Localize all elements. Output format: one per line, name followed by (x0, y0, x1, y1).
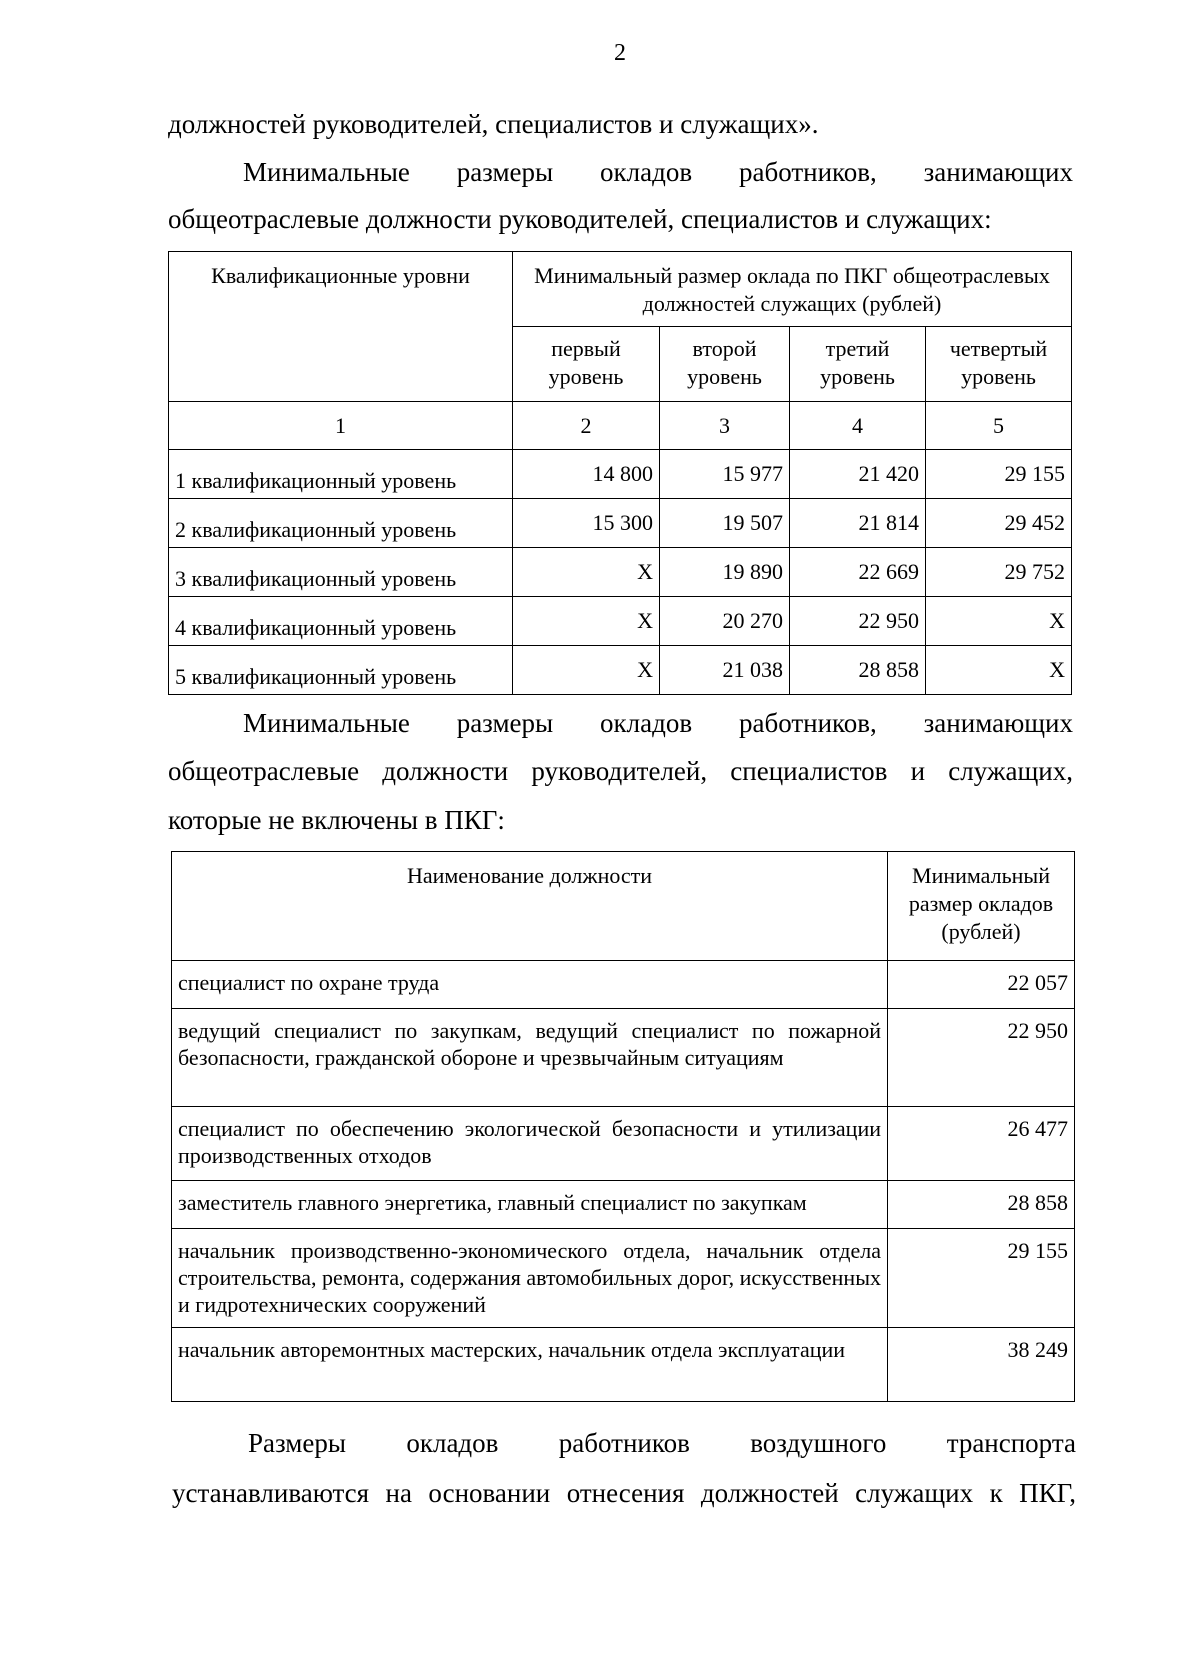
header-qualification-levels: Квалификационные уровни (169, 252, 513, 402)
table-cell: 21 038 (660, 646, 790, 695)
word: устанавливаются (172, 1478, 370, 1508)
word: отнесения (566, 1478, 685, 1508)
table-cell: X (926, 597, 1072, 646)
table-cell: 28 858 (790, 646, 926, 695)
position-name: ведущий специалист по закупкам, ведущий специалист по пожарной безопасности, гражданской обороне и чрезвычайным ситуациям (172, 1009, 888, 1107)
word: работников, (738, 708, 877, 738)
salary-value: 26 477 (888, 1107, 1075, 1181)
table-cell: X (513, 597, 660, 646)
table-cell: 29 452 (926, 499, 1072, 548)
word: Минимальные (243, 708, 410, 738)
header-position-name: Наименование должности (172, 852, 888, 961)
table-cell: 15 300 (513, 499, 660, 548)
paragraph-3-line-2 (172, 1470, 1076, 1516)
word: Размеры (248, 1428, 346, 1458)
table-cell: X (513, 548, 660, 597)
table-row (172, 1009, 1075, 1107)
word: к (989, 1478, 1003, 1508)
column-number: 2 (513, 402, 660, 450)
header-minimum-salary: Минимальный размер окладов (рублей) (888, 852, 1075, 961)
table-row (169, 646, 1072, 695)
table-cell: 29 752 (926, 548, 1072, 597)
table-row (169, 548, 1072, 597)
subheader-level-3: третий уровень (790, 327, 926, 402)
subheader-level-1: первый уровень (513, 327, 660, 402)
table-cell: 19 890 (660, 548, 790, 597)
column-number-row (169, 402, 1072, 450)
pkg-salary-table (168, 251, 1072, 695)
word: и (910, 756, 926, 786)
word: служащих (855, 1478, 974, 1508)
intro-line: должностей руководителей, специалистов и служащих». (168, 109, 819, 139)
header-minimum-salary-group: Минимальный размер оклада по ПКГ общеотраслевых должностей служащих (рублей) (513, 252, 1072, 327)
column-number: 5 (926, 402, 1072, 450)
word: должностей (700, 1478, 839, 1508)
word: ПКГ, (1019, 1478, 1076, 1508)
salary-value: 29 155 (888, 1229, 1075, 1328)
subheader-level-4: четвертый уровень (926, 327, 1072, 402)
row-label: 4 квалификационный уровень (169, 597, 513, 646)
word: окладов (406, 1428, 499, 1458)
non-pkg-positions-table (171, 851, 1075, 1402)
column-number: 1 (169, 402, 513, 450)
paragraph-2-line-3: которые не включены в ПКГ: (168, 805, 505, 835)
table-row (172, 1181, 1075, 1229)
word: транспорта (946, 1428, 1076, 1458)
paragraph-3-line-1 (248, 1420, 1076, 1466)
table-cell: 29 155 (926, 450, 1072, 499)
row-label: 2 квалификационный уровень (169, 499, 513, 548)
table-row (172, 961, 1075, 1009)
column-number: 4 (790, 402, 926, 450)
table-row (172, 1229, 1075, 1328)
position-name: начальник авторемонтных мастерских, начальник отдела эксплуатации (172, 1328, 888, 1402)
word: размеры (456, 157, 554, 187)
word: специалистов (730, 756, 888, 786)
subheader-level-2: второй уровень (660, 327, 790, 402)
word: работников, (738, 157, 877, 187)
table-cell: 21 420 (790, 450, 926, 499)
page-number: 2 (614, 40, 626, 66)
salary-value: 22 057 (888, 961, 1075, 1009)
table-row (169, 499, 1072, 548)
salary-value: 28 858 (888, 1181, 1075, 1229)
word: окладов (600, 708, 693, 738)
word: основании (428, 1478, 551, 1508)
table-cell: X (926, 646, 1072, 695)
position-name: специалист по охране труда (172, 961, 888, 1009)
row-label: 3 квалификационный уровень (169, 548, 513, 597)
word: на (385, 1478, 412, 1508)
table-row (172, 1107, 1075, 1181)
salary-value: 22 950 (888, 1009, 1075, 1107)
table-row (169, 597, 1072, 646)
word: должности (382, 756, 509, 786)
table-cell: 21 814 (790, 499, 926, 548)
word: руководителей, (531, 756, 708, 786)
table-row (172, 1328, 1075, 1402)
table-cell: 20 270 (660, 597, 790, 646)
table-cell: X (513, 646, 660, 695)
row-label: 5 квалификационный уровень (169, 646, 513, 695)
position-name: специалист по обеспечению экологической безопасности и утилизации производственных отходов (172, 1107, 888, 1181)
paragraph-1-line-1 (243, 149, 1073, 195)
word: окладов (600, 157, 693, 187)
word: Минимальные (243, 157, 410, 187)
table-cell: 19 507 (660, 499, 790, 548)
table-row (169, 450, 1072, 499)
word: общеотраслевые (168, 756, 360, 786)
table-cell: 14 800 (513, 450, 660, 499)
position-name: заместитель главного энергетика, главный специалист по закупкам (172, 1181, 888, 1229)
word: занимающих (923, 157, 1073, 187)
table-cell: 22 950 (790, 597, 926, 646)
row-label: 1 квалификационный уровень (169, 450, 513, 499)
table-cell: 15 977 (660, 450, 790, 499)
salary-value: 38 249 (888, 1328, 1075, 1402)
column-number: 3 (660, 402, 790, 450)
word: занимающих (923, 708, 1073, 738)
word: работников (558, 1428, 690, 1458)
word: служащих, (948, 756, 1073, 786)
position-name: начальник производственно-экономического отдела, начальник отдела строительства, ремонта, содержания автомобильных дорог, искусственных и гидротехнических сооружений (172, 1229, 888, 1328)
word: воздушного (750, 1428, 887, 1458)
paragraph-1-line-2: общеотраслевые должности руководителей, специалистов и служащих: (168, 204, 992, 234)
paragraph-2-line-1 (243, 700, 1073, 746)
paragraph-2-line-2 (168, 748, 1073, 794)
table-cell: 22 669 (790, 548, 926, 597)
word: размеры (456, 708, 554, 738)
